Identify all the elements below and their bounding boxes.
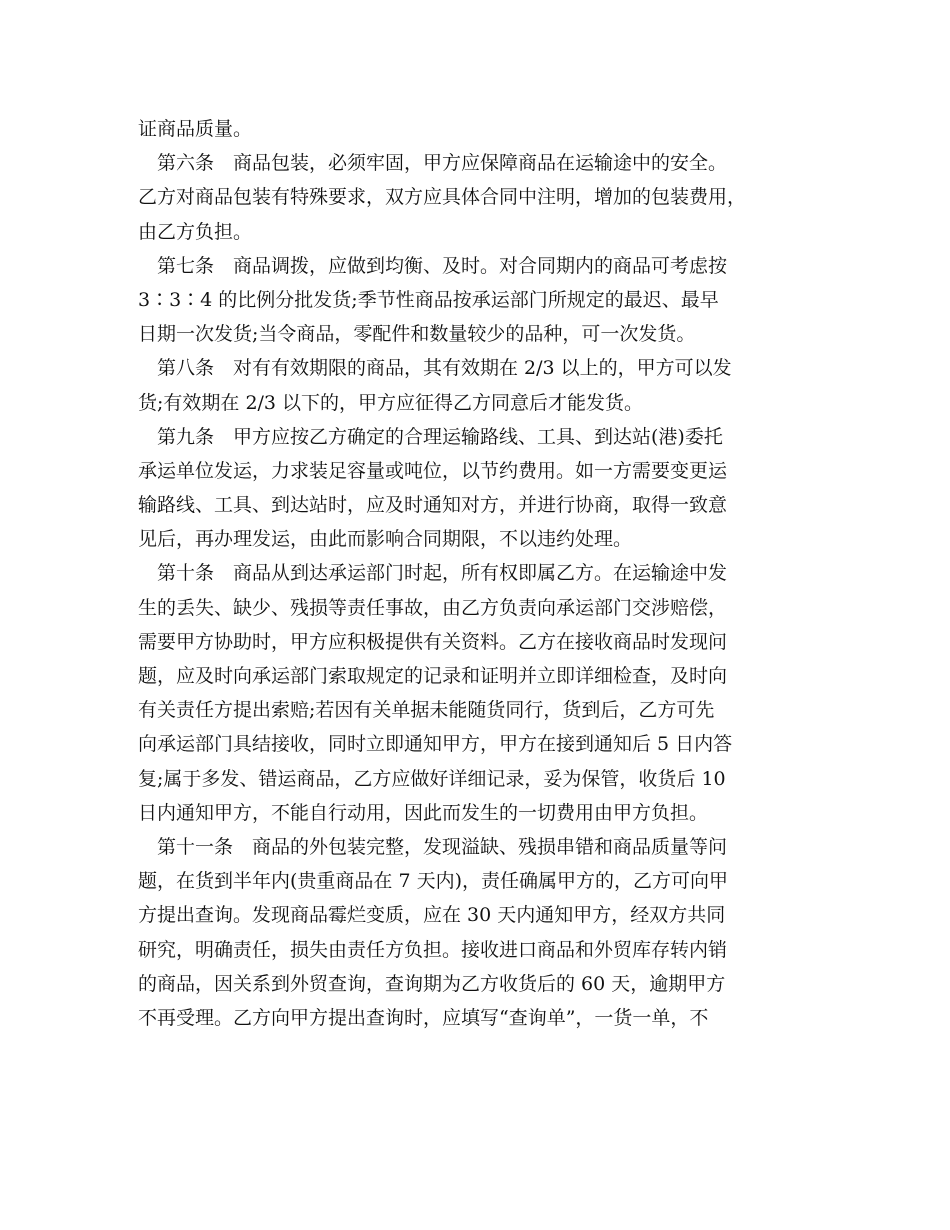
- text-line: 题，应及时向承运部门索取规定的记录和证明并立即详细检查，及时向: [138, 665, 728, 687]
- text-line: 复;属于多发、错运商品，乙方应做好详细记录，妥为保管，收货后 10: [138, 767, 726, 790]
- text-line: 题，在货到半年内(贵重商品在 7 天内)，责任确属甲方的，乙方可向甲: [138, 870, 728, 893]
- text-line: 第六条 商品包装，必须牢固，甲方应保障商品在运输途中的安全。: [138, 152, 728, 175]
- text-line: 方提出查询。发现商品霉烂变质，应在 30 天内通知甲方，经双方共同: [138, 904, 726, 927]
- text-line: 第十条 商品从到达承运部门时起，所有权即属乙方。在运输途中发: [138, 562, 728, 585]
- text-line: 第十一条 商品的外包装完整，发现溢缺、残损串错和商品质量等问: [138, 835, 728, 858]
- text-line: 由乙方负担。: [138, 220, 253, 243]
- text-line: 承运单位发运，力求装足容量或吨位，以节约费用。如一方需要变更运: [138, 459, 728, 482]
- text-line: 不再受理。乙方向甲方提出查询时，应填写“查询单”，一货一单，不: [138, 1006, 709, 1029]
- text-line: 3∶3∶4 的比例分批发货;季节性商品按承运部门所规定的最迟、最早: [138, 288, 719, 311]
- text-line: 需要甲方协助时，甲方应积极提供有关资料。乙方在接收商品时发现问: [138, 630, 728, 653]
- text-line: 输路线、工具、到达站时，应及时通知对方，并进行协商，取得一致意: [138, 494, 728, 517]
- document-body: [138, 112, 828, 1035]
- text-line: 的商品，因关系到外贸查询，查询期为乙方收货后的 60 天，逾期甲方: [138, 972, 726, 995]
- text-line: 有关责任方提出索赔;若因有关单据未能随货同行，货到后，乙方可先: [138, 699, 715, 722]
- text-line: 第七条 商品调拨，应做到均衡、及时。对合同期内的商品可考虑按: [138, 254, 728, 277]
- text-line: 乙方对商品包装有特殊要求，双方应具体合同中注明，增加的包装费用，: [138, 186, 747, 209]
- text-line: 第九条 甲方应按乙方确定的合理运输路线、工具、到达站(港)委托: [138, 425, 723, 448]
- text-line: 证商品质量。: [138, 118, 253, 140]
- text-line: 向承运部门具结接收，同时立即通知甲方，甲方在接到通知后 5 日内答: [138, 733, 733, 756]
- text-line: 日期一次发货;当令商品，零配件和数量较少的品种，可一次发货。: [138, 323, 696, 346]
- text-line: 货;有效期在 2/3 以下的，甲方应征得乙方同意后才能发货。: [138, 391, 644, 414]
- text-line: 生的丢失、缺少、残损等责任事故，由乙方负责向承运部门交涉赔偿，: [138, 596, 728, 619]
- text-line: 见后，再办理发运，由此而影响合同期限，不以违约处理。: [138, 528, 633, 551]
- text-line: 日内通知甲方，不能自行动用，因此而发生的一切费用由甲方负担。: [138, 801, 709, 824]
- text-line: 第八条 对有有效期限的商品，其有效期在 2/3 以上的，甲方可以发: [138, 357, 732, 380]
- text-line: 研究，明确责任，损失由责任方负担。接收进口商品和外贸库存转内销: [138, 938, 728, 961]
